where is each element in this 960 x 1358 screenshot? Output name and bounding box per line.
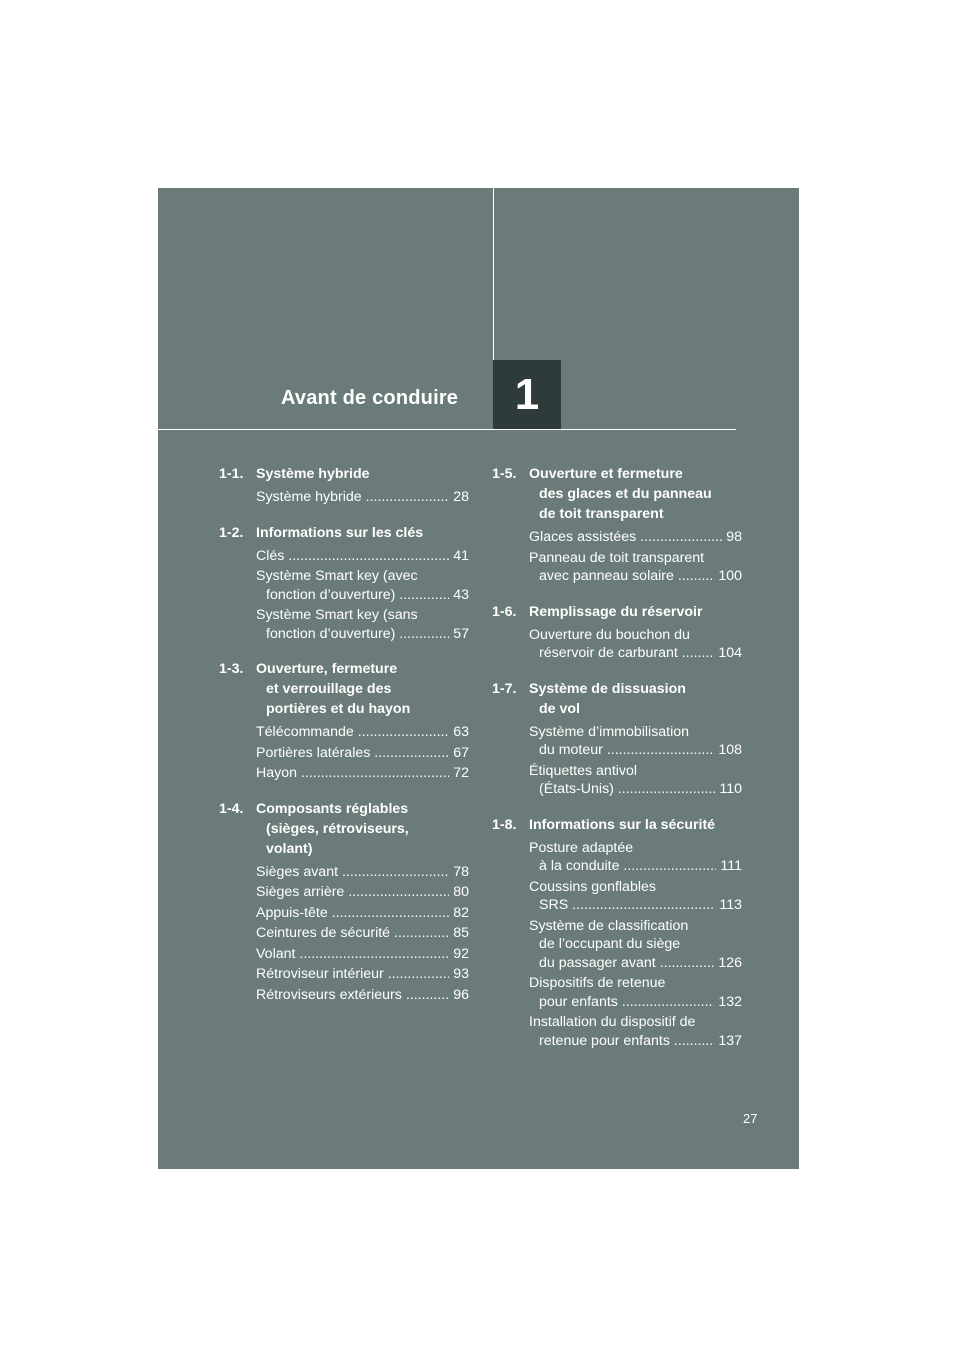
entry-label-line: réservoir de carburant: [539, 645, 678, 661]
chapter-number-badge: 1: [493, 360, 561, 429]
section-title-line: Composants réglables: [256, 800, 409, 817]
entry-label-line: Volant: [256, 945, 296, 962]
entry-label-line: avec panneau solaire: [539, 568, 674, 584]
entry-label-line: fonction d’ouverture): [266, 625, 396, 642]
section-heading[interactable]: [492, 602, 742, 622]
dot-leader: [618, 994, 714, 1010]
section-title-line: Système hybride: [256, 466, 370, 482]
toc-right-column: [492, 464, 742, 1066]
toc-entry[interactable]: [529, 839, 742, 876]
entry-page-number: 82: [453, 904, 469, 921]
toc-entry[interactable]: [256, 606, 469, 643]
dot-leader: [674, 568, 714, 584]
entry-page-number: 137: [718, 1032, 742, 1049]
section-title-line: portières et du hayon: [266, 701, 411, 717]
entry-label-line: Étiquettes antivol: [529, 762, 638, 779]
entry-page-number: 57: [453, 625, 469, 642]
chapter-panel: [158, 188, 799, 1169]
toc-entry[interactable]: [256, 488, 469, 507]
section-heading[interactable]: [492, 815, 742, 835]
section-heading[interactable]: [219, 659, 469, 719]
section-number: 1-8.: [492, 816, 517, 833]
section-title-line: (sièges, rétroviseurs,: [266, 820, 409, 837]
section-title-line: Remplissage du réservoir: [529, 603, 703, 620]
toc-entry[interactable]: [529, 974, 742, 1011]
entry-label-line: Sièges avant: [256, 863, 339, 880]
dot-leader: [370, 745, 449, 761]
entry-label-line: à la conduite: [539, 858, 620, 874]
entry-label-line: Système de classification: [529, 917, 689, 934]
entry-label-line: Installation du dispositif de: [529, 1014, 696, 1030]
entry-page-number: 78: [453, 863, 469, 880]
toc-entry[interactable]: [256, 904, 469, 923]
entry-page-number: 96: [453, 986, 469, 1003]
toc-entry[interactable]: [256, 945, 469, 964]
entry-label-line: Panneau de toit transparent: [529, 549, 705, 566]
entry-label-line: Portières latérales: [256, 744, 371, 761]
dot-leader: [297, 765, 449, 781]
dot-leader: [344, 884, 449, 900]
entry-label-line: Rétroviseurs extérieurs: [256, 986, 402, 1003]
entry-label-line: Glaces assistées: [529, 529, 637, 545]
toc-section: [492, 602, 742, 663]
dot-leader: [603, 742, 714, 758]
section-number: 1-7.: [492, 680, 517, 697]
toc-entry[interactable]: [529, 549, 742, 586]
entry-label-line: Posture adaptée: [529, 839, 634, 856]
toc-section: [219, 523, 469, 644]
dot-leader: [384, 966, 449, 982]
section-number: 1-3.: [219, 661, 244, 677]
entry-label-line: SRS: [539, 897, 569, 913]
toc-entry[interactable]: [256, 924, 469, 943]
section-number: 1-5.: [492, 466, 517, 482]
entry-label-line: fonction d’ouverture): [266, 586, 396, 603]
entry-label-line: Sièges arrière: [256, 884, 345, 900]
toc-entry[interactable]: [256, 863, 469, 882]
section-number: 1-1.: [219, 466, 244, 482]
toc-section: [219, 464, 469, 507]
section-number: 1-4.: [219, 800, 244, 817]
dot-leader: [328, 905, 449, 921]
toc-entry[interactable]: [256, 547, 469, 566]
dot-leader: [395, 587, 449, 603]
dot-leader: [656, 955, 715, 971]
entry-page-number: 92: [453, 945, 469, 962]
entry-label-line: du passager avant: [539, 954, 656, 971]
section-title-line: et verrouillage des: [266, 681, 392, 697]
dot-leader: [619, 858, 716, 874]
toc-section: [492, 679, 742, 799]
toc-entry[interactable]: [256, 567, 469, 604]
vertical-rule: [493, 188, 494, 360]
entry-label-line: Dispositifs de retenue: [529, 975, 666, 991]
toc-section: [219, 799, 469, 1005]
entry-page-number: 72: [453, 765, 469, 781]
toc-entry[interactable]: [529, 878, 742, 915]
dot-leader: [390, 925, 449, 941]
entry-label-line: de l’occupant du siège: [539, 936, 681, 952]
dot-leader: [295, 946, 449, 962]
toc-entry[interactable]: [529, 1013, 742, 1050]
entry-page-number: 41: [453, 547, 469, 564]
dot-leader: [678, 645, 715, 661]
entry-page-number: 80: [453, 884, 469, 900]
entry-label-line: Ouverture du bouchon du: [529, 626, 690, 643]
entry-page-number: 67: [453, 744, 469, 761]
dot-leader: [670, 1033, 714, 1049]
toc-entry[interactable]: [256, 723, 469, 742]
toc-entry[interactable]: [256, 744, 469, 763]
entry-page-number: 111: [720, 858, 742, 874]
dot-leader: [354, 724, 449, 740]
entry-label-line: Système Smart key (avec: [256, 568, 418, 584]
toc-section: [219, 659, 469, 783]
section-title-line: Système de dissuasion: [529, 680, 686, 697]
dot-leader: [338, 864, 449, 880]
section-number: 1-2.: [219, 524, 244, 541]
entry-page-number: 110: [719, 781, 742, 797]
entry-page-number: 63: [453, 724, 469, 740]
entry-label-line: Système Smart key (sans: [256, 607, 418, 623]
entry-label-line: (États-Unis): [539, 781, 614, 797]
entry-label-line: Hayon: [256, 765, 298, 781]
toc-entry[interactable]: [256, 883, 469, 902]
entry-page-number: 85: [453, 925, 469, 941]
entry-label-line: Ceintures de sécurité: [256, 925, 391, 941]
entry-page-number: 93: [453, 966, 469, 982]
toc-left-column: [219, 464, 469, 1020]
section-title-line: des glaces et du panneau: [539, 486, 712, 502]
section-heading[interactable]: [492, 679, 742, 719]
toc-section: [492, 464, 742, 586]
entry-page-number: 43: [453, 586, 469, 603]
entry-page-number: 100: [718, 568, 742, 584]
entry-label-line: Clés: [256, 547, 285, 564]
section-heading[interactable]: [492, 464, 742, 524]
toc-entry[interactable]: [529, 762, 742, 799]
section-heading[interactable]: [219, 799, 469, 859]
section-title-line: Informations sur les clés: [256, 524, 424, 541]
entry-label-line: Système hybride: [256, 489, 362, 505]
entry-page-number: 98: [726, 529, 742, 545]
dot-leader: [402, 987, 449, 1003]
toc-entry[interactable]: [529, 528, 742, 547]
toc-entry[interactable]: [529, 917, 742, 973]
entry-page-number: 28: [453, 489, 469, 505]
section-title-line: Ouverture, fermeture: [256, 661, 398, 677]
entry-page-number: 113: [719, 897, 742, 913]
page-number: 27: [743, 1111, 758, 1126]
section-title-line: Ouverture et fermeture: [529, 466, 683, 482]
entry-label-line: retenue pour enfants: [539, 1032, 670, 1049]
entry-label-line: Appuis-tête: [256, 904, 328, 921]
toc-entry[interactable]: [256, 986, 469, 1005]
toc-section: [492, 815, 742, 1051]
entry-page-number: 132: [718, 993, 742, 1010]
toc-entry[interactable]: [256, 965, 469, 984]
section-title-line: de toit transparent: [539, 506, 664, 522]
chapter-title: Avant de conduire: [281, 387, 459, 409]
horizontal-rule: [158, 429, 736, 430]
entry-label-line: Coussins gonflables: [529, 878, 656, 895]
section-heading[interactable]: [219, 523, 469, 543]
section-title-line: volant): [266, 840, 313, 857]
entry-page-number: 108: [718, 742, 742, 758]
toc-entry[interactable]: [529, 626, 742, 663]
section-title-line: de vol: [539, 700, 580, 717]
entry-label-line: Rétroviseur intérieur: [256, 966, 384, 982]
toc-entry[interactable]: [256, 764, 469, 783]
dot-leader: [614, 781, 715, 797]
dot-leader: [395, 626, 449, 642]
entry-page-number: 126: [718, 954, 742, 971]
entry-label-line: pour enfants: [539, 993, 618, 1010]
entry-label-line: Télécommande: [256, 724, 354, 740]
section-title-line: Informations sur la sécurité: [529, 816, 716, 833]
section-heading[interactable]: [219, 464, 469, 484]
entry-page-number: 104: [718, 645, 742, 661]
dot-leader: [284, 548, 449, 564]
entry-label-line: du moteur: [539, 742, 603, 758]
section-number: 1-6.: [492, 603, 517, 620]
entry-label-line: Système d’immobilisation: [529, 723, 690, 740]
toc-entry[interactable]: [529, 723, 742, 760]
dot-leader: [362, 489, 450, 505]
dot-leader: [636, 529, 722, 545]
dot-leader: [568, 897, 715, 913]
